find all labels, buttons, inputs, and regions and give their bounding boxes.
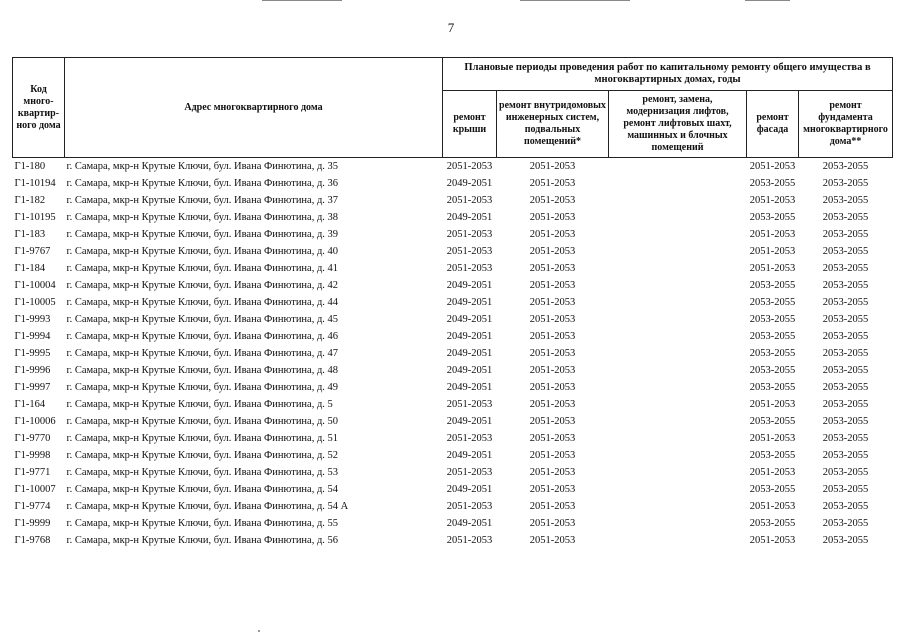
cell-address: г. Самара, мкр-н Крутые Ключи, бул. Ивана Финютина, д. 54 xyxy=(66,484,339,495)
cell-roof: 2049-2051 xyxy=(446,484,493,495)
repair-schedule-table xyxy=(12,57,893,549)
cell-roof: 2049-2051 xyxy=(446,314,493,325)
cell-foundation: 2053-2055 xyxy=(822,195,869,206)
cell-foundation: 2053-2055 xyxy=(822,450,869,461)
cell-address: г. Самара, мкр-н Крутые Ключи, бул. Ивана Финютина, д. 47 xyxy=(66,348,339,359)
cell-foundation: 2053-2055 xyxy=(822,518,869,529)
table-row xyxy=(13,311,893,328)
cell-code: Г1-9770 xyxy=(14,433,51,444)
cell-facade: 2053-2055 xyxy=(749,382,796,393)
header-elevators: ремонт, замена, модернизация лифтов, ремонт лифтовых шахт, машинных и блочных помещений xyxy=(609,91,747,158)
table-row xyxy=(13,243,893,260)
cell-elevators xyxy=(609,209,747,226)
cell-roof: 2051-2053 xyxy=(446,535,493,546)
cell-address: г. Самара, мкр-н Крутые Ключи, бул. Ивана Финютина, д. 54 А xyxy=(66,501,349,512)
scan-top-line xyxy=(262,0,342,1)
cell-code: Г1-9768 xyxy=(14,535,51,546)
cell-foundation: 2053-2055 xyxy=(822,382,869,393)
cell-code: Г1-10007 xyxy=(14,484,56,495)
header-facade: ремонт фасада xyxy=(747,91,799,158)
cell-roof: 2049-2051 xyxy=(446,178,493,189)
cell-elevators xyxy=(609,379,747,396)
cell-engineering: 2051-2053 xyxy=(529,433,576,444)
cell-address: г. Самара, мкр-н Крутые Ключи, бул. Ивана Финютина, д. 52 xyxy=(66,450,339,461)
cell-address: г. Самара, мкр-н Крутые Ключи, бул. Ивана Финютина, д. 53 xyxy=(66,467,339,478)
table-row xyxy=(13,430,893,447)
cell-engineering: 2051-2053 xyxy=(529,297,576,308)
cell-address: г. Самара, мкр-н Крутые Ключи, бул. Ивана Финютина, д. 42 xyxy=(66,280,339,291)
header-code: Код много-квартир-ного дома xyxy=(13,58,65,158)
cell-roof: 2051-2053 xyxy=(446,229,493,240)
cell-roof: 2051-2053 xyxy=(446,467,493,478)
cell-code: Г1-164 xyxy=(14,399,46,410)
table-row xyxy=(13,396,893,413)
cell-foundation: 2053-2055 xyxy=(822,535,869,546)
cell-engineering: 2051-2053 xyxy=(529,314,576,325)
cell-elevators xyxy=(609,396,747,413)
cell-code: Г1-183 xyxy=(14,229,46,240)
cell-code: Г1-10006 xyxy=(14,416,56,427)
cell-elevators xyxy=(609,192,747,209)
cell-engineering: 2051-2053 xyxy=(529,399,576,410)
scan-top-line xyxy=(745,0,790,1)
table-header xyxy=(13,58,893,158)
table-row xyxy=(13,226,893,243)
cell-facade: 2053-2055 xyxy=(749,280,796,291)
cell-address: г. Самара, мкр-н Крутые Ключи, бул. Ивана Финютина, д. 50 xyxy=(66,416,339,427)
header-address: Адрес многоквартирного дома xyxy=(65,58,443,158)
table-row xyxy=(13,328,893,345)
cell-roof: 2049-2051 xyxy=(446,382,493,393)
cell-roof: 2051-2053 xyxy=(446,263,493,274)
cell-address: г. Самара, мкр-н Крутые Ключи, бул. Ивана Финютина, д. 38 xyxy=(66,212,339,223)
cell-foundation: 2053-2055 xyxy=(822,484,869,495)
cell-foundation: 2053-2055 xyxy=(822,314,869,325)
cell-roof: 2049-2051 xyxy=(446,416,493,427)
table-row xyxy=(13,175,893,192)
cell-engineering: 2051-2053 xyxy=(529,331,576,342)
cell-engineering: 2051-2053 xyxy=(529,246,576,257)
cell-engineering: 2051-2053 xyxy=(529,467,576,478)
cell-code: Г1-10195 xyxy=(14,212,56,223)
cell-address: г. Самара, мкр-н Крутые Ключи, бул. Ивана Финютина, д. 39 xyxy=(66,229,339,240)
cell-roof: 2049-2051 xyxy=(446,280,493,291)
cell-engineering: 2051-2053 xyxy=(529,484,576,495)
cell-elevators xyxy=(609,226,747,243)
cell-code: Г1-9994 xyxy=(14,331,51,342)
cell-address: г. Самара, мкр-н Крутые Ключи, бул. Ивана Финютина, д. 56 xyxy=(66,535,339,546)
cell-engineering: 2051-2053 xyxy=(529,161,576,172)
cell-elevators xyxy=(609,328,747,345)
cell-code: Г1-10194 xyxy=(14,178,56,189)
cell-facade: 2053-2055 xyxy=(749,297,796,308)
cell-engineering: 2051-2053 xyxy=(529,195,576,206)
cell-code: Г1-182 xyxy=(14,195,46,206)
cell-elevators xyxy=(609,515,747,532)
cell-elevators xyxy=(609,243,747,260)
cell-facade: 2053-2055 xyxy=(749,348,796,359)
table-row xyxy=(13,345,893,362)
cell-code: Г1-9774 xyxy=(14,501,51,512)
cell-address: г. Самара, мкр-н Крутые Ключи, бул. Ивана Финютина, д. 44 xyxy=(66,297,339,308)
cell-facade: 2051-2053 xyxy=(749,229,796,240)
cell-address: г. Самара, мкр-н Крутые Ключи, бул. Ивана Финютина, д. 48 xyxy=(66,365,339,376)
cell-roof: 2049-2051 xyxy=(446,331,493,342)
cell-engineering: 2051-2053 xyxy=(529,229,576,240)
cell-code: Г1-9767 xyxy=(14,246,51,257)
cell-address: г. Самара, мкр-н Крутые Ключи, бул. Ивана Финютина, д. 36 xyxy=(66,178,339,189)
table-row xyxy=(13,362,893,379)
cell-foundation: 2053-2055 xyxy=(822,212,869,223)
cell-address: г. Самара, мкр-н Крутые Ключи, бул. Ивана Финютина, д. 5 xyxy=(66,399,333,410)
cell-code: Г1-184 xyxy=(14,263,46,274)
cell-facade: 2051-2053 xyxy=(749,501,796,512)
table-row xyxy=(13,447,893,464)
cell-address: г. Самара, мкр-н Крутые Ключи, бул. Ивана Финютина, д. 49 xyxy=(66,382,339,393)
cell-roof: 2049-2051 xyxy=(446,518,493,529)
cell-engineering: 2051-2053 xyxy=(529,280,576,291)
cell-roof: 2051-2053 xyxy=(446,399,493,410)
table-row xyxy=(13,532,893,549)
cell-roof: 2051-2053 xyxy=(446,501,493,512)
cell-address: г. Самара, мкр-н Крутые Ключи, бул. Ивана Финютина, д. 46 xyxy=(66,331,339,342)
cell-elevators xyxy=(609,481,747,498)
cell-facade: 2053-2055 xyxy=(749,365,796,376)
cell-elevators xyxy=(609,311,747,328)
cell-address: г. Самара, мкр-н Крутые Ключи, бул. Ивана Финютина, д. 35 xyxy=(66,161,339,172)
cell-roof: 2049-2051 xyxy=(446,365,493,376)
cell-foundation: 2053-2055 xyxy=(822,416,869,427)
cell-code: Г1-180 xyxy=(14,161,46,172)
cell-facade: 2053-2055 xyxy=(749,484,796,495)
cell-address: г. Самара, мкр-н Крутые Ключи, бул. Ивана Финютина, д. 45 xyxy=(66,314,339,325)
cell-engineering: 2051-2053 xyxy=(529,535,576,546)
cell-roof: 2049-2051 xyxy=(446,450,493,461)
cell-code: Г1-10005 xyxy=(14,297,56,308)
cell-address: г. Самара, мкр-н Крутые Ключи, бул. Ивана Финютина, д. 40 xyxy=(66,246,339,257)
cell-code: Г1-9993 xyxy=(14,314,51,325)
cell-foundation: 2053-2055 xyxy=(822,297,869,308)
scan-speck xyxy=(258,630,260,632)
cell-elevators xyxy=(609,447,747,464)
cell-facade: 2053-2055 xyxy=(749,178,796,189)
cell-code: Г1-10004 xyxy=(14,280,56,291)
cell-facade: 2051-2053 xyxy=(749,195,796,206)
cell-engineering: 2051-2053 xyxy=(529,212,576,223)
cell-code: Г1-9995 xyxy=(14,348,51,359)
header-foundation: ремонт фундамента многоквартирного дома** xyxy=(799,91,893,158)
cell-foundation: 2053-2055 xyxy=(822,433,869,444)
cell-facade: 2053-2055 xyxy=(749,416,796,427)
page-number: 7 xyxy=(447,20,455,35)
cell-engineering: 2051-2053 xyxy=(529,263,576,274)
table-row xyxy=(13,158,893,176)
cell-foundation: 2053-2055 xyxy=(822,365,869,376)
cell-engineering: 2051-2053 xyxy=(529,348,576,359)
header-periods-group: Плановые периоды проведения работ по капитальному ремонту общего имущества в многоквартирных домах, годы xyxy=(443,58,893,91)
cell-foundation: 2053-2055 xyxy=(822,501,869,512)
cell-foundation: 2053-2055 xyxy=(822,348,869,359)
cell-engineering: 2051-2053 xyxy=(529,450,576,461)
cell-facade: 2051-2053 xyxy=(749,246,796,257)
table-row xyxy=(13,515,893,532)
cell-elevators xyxy=(609,498,747,515)
cell-code: Г1-9771 xyxy=(14,467,51,478)
cell-elevators xyxy=(609,158,747,176)
cell-elevators xyxy=(609,175,747,192)
cell-elevators xyxy=(609,532,747,549)
cell-facade: 2053-2055 xyxy=(749,331,796,342)
header-engineering: ремонт внутридомовых инженерных систем, подвальных помещений* xyxy=(497,91,609,158)
cell-elevators xyxy=(609,277,747,294)
cell-code: Г1-9998 xyxy=(14,450,51,461)
cell-facade: 2053-2055 xyxy=(749,212,796,223)
table-row xyxy=(13,294,893,311)
table-row xyxy=(13,379,893,396)
cell-foundation: 2053-2055 xyxy=(822,263,869,274)
cell-facade: 2051-2053 xyxy=(749,467,796,478)
cell-roof: 2051-2053 xyxy=(446,246,493,257)
cell-elevators xyxy=(609,362,747,379)
cell-address: г. Самара, мкр-н Крутые Ключи, бул. Ивана Финютина, д. 55 xyxy=(66,518,339,529)
table-row xyxy=(13,209,893,226)
cell-roof: 2049-2051 xyxy=(446,348,493,359)
cell-foundation: 2053-2055 xyxy=(822,467,869,478)
cell-roof: 2049-2051 xyxy=(446,297,493,308)
cell-foundation: 2053-2055 xyxy=(822,331,869,342)
cell-engineering: 2051-2053 xyxy=(529,501,576,512)
cell-elevators xyxy=(609,345,747,362)
cell-facade: 2051-2053 xyxy=(749,399,796,410)
cell-code: Г1-9997 xyxy=(14,382,51,393)
cell-engineering: 2051-2053 xyxy=(529,178,576,189)
cell-facade: 2053-2055 xyxy=(749,518,796,529)
cell-facade: 2051-2053 xyxy=(749,161,796,172)
cell-roof: 2049-2051 xyxy=(446,212,493,223)
cell-address: г. Самара, мкр-н Крутые Ключи, бул. Ивана Финютина, д. 51 xyxy=(66,433,339,444)
cell-elevators xyxy=(609,430,747,447)
cell-code: Г1-9996 xyxy=(14,365,51,376)
table-row xyxy=(13,481,893,498)
cell-roof: 2051-2053 xyxy=(446,433,493,444)
cell-facade: 2051-2053 xyxy=(749,535,796,546)
table-row xyxy=(13,192,893,209)
cell-engineering: 2051-2053 xyxy=(529,365,576,376)
cell-facade: 2051-2053 xyxy=(749,263,796,274)
cell-engineering: 2051-2053 xyxy=(529,382,576,393)
cell-address: г. Самара, мкр-н Крутые Ключи, бул. Ивана Финютина, д. 41 xyxy=(66,263,339,274)
cell-foundation: 2053-2055 xyxy=(822,246,869,257)
cell-address: г. Самара, мкр-н Крутые Ключи, бул. Ивана Финютина, д. 37 xyxy=(66,195,339,206)
table-row xyxy=(13,413,893,430)
scan-top-line xyxy=(520,0,630,1)
cell-foundation: 2053-2055 xyxy=(822,399,869,410)
cell-facade: 2051-2053 xyxy=(749,433,796,444)
cell-foundation: 2053-2055 xyxy=(822,178,869,189)
cell-elevators xyxy=(609,260,747,277)
cell-roof: 2051-2053 xyxy=(446,161,493,172)
cell-foundation: 2053-2055 xyxy=(822,229,869,240)
cell-foundation: 2053-2055 xyxy=(822,161,869,172)
cell-facade: 2053-2055 xyxy=(749,450,796,461)
header-roof: ремонт крыши xyxy=(443,91,497,158)
table-row xyxy=(13,277,893,294)
cell-elevators xyxy=(609,464,747,481)
cell-elevators xyxy=(609,413,747,430)
table-body xyxy=(13,158,893,550)
table-row xyxy=(13,464,893,481)
cell-engineering: 2051-2053 xyxy=(529,416,576,427)
cell-code: Г1-9999 xyxy=(14,518,51,529)
cell-facade: 2053-2055 xyxy=(749,314,796,325)
cell-elevators xyxy=(609,294,747,311)
table-row xyxy=(13,260,893,277)
cell-engineering: 2051-2053 xyxy=(529,518,576,529)
cell-roof: 2051-2053 xyxy=(446,195,493,206)
cell-foundation: 2053-2055 xyxy=(822,280,869,291)
table-row xyxy=(13,498,893,515)
